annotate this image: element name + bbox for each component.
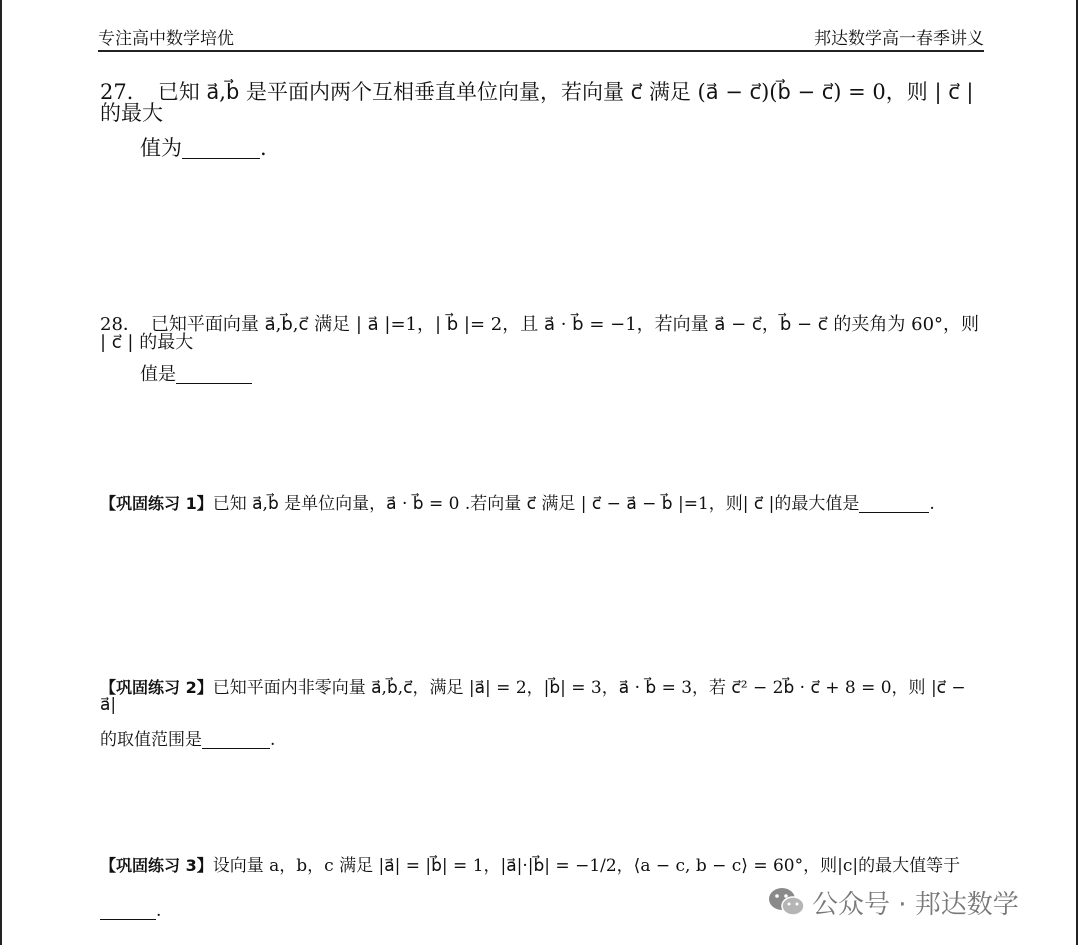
answer-blank [182, 142, 260, 159]
practice-2-line2 [100, 732, 984, 749]
practice-2-line1 [100, 680, 984, 714]
practice-2-text: 已知平面内非零向量 a⃗,b⃗,c⃗，满足 |a⃗| = 2，|b⃗| = 3，a⃗ · b⃗ = 3，若 c⃗² − 2b⃗ · c⃗ + 8 = 0，则 |c⃗ − a⃗| [100, 678, 966, 715]
answer-blank [859, 496, 929, 513]
header-left-title: 专注高中数学培优 [98, 28, 234, 49]
question-27-end: . [260, 136, 267, 160]
question-28-line1 [100, 316, 984, 352]
practice-2 [100, 680, 984, 749]
question-28 [100, 316, 984, 384]
practice-3-text: 设向量 a，b，c 满足 |a⃗| = |b⃗| = 1，|a⃗|·|b⃗| = −1/2，⟨a − c, b − c⟩ = 60°，则|c|的最大值等于 [212, 856, 961, 876]
practice-2-end: . [270, 730, 276, 750]
practice-3-end: . [156, 901, 162, 921]
wechat-watermark [768, 882, 1019, 922]
practice-3-tag: 【巩固练习 3】 [100, 856, 213, 875]
question-28-line2 [140, 366, 984, 384]
question-28-text-2: 值是 [140, 364, 176, 385]
question-28-text: 已知平面向量 a⃗,b⃗,c⃗ 满足 | a⃗ |=1，| b⃗ |= 2，且 a⃗ · b⃗ = −1，若向量 a⃗ − c⃗，b⃗ − c⃗ 的夹角为 60°，则 | c⃗ | 的最大 [100, 314, 980, 353]
practice-1-tag: 【巩固练习 1】 [100, 494, 213, 513]
practice-1-text: 已知 a⃗,b⃗ 是单位向量，a⃗ · b⃗ = 0 .若向量 c⃗ 满足 | c⃗ − a⃗ − b⃗ |=1，则| c⃗ |的最大值是 [212, 494, 860, 514]
header-right-title: 邦达数学高一春季讲义 [814, 28, 984, 49]
question-27-line2 [140, 138, 984, 159]
question-27-line1 [100, 82, 984, 124]
watermark-text: 公众号 · 邦达数学 [812, 889, 1019, 920]
question-28-number: 28． [100, 314, 141, 335]
practice-1-end: . [929, 494, 935, 514]
practice-2-tag: 【巩固练习 2】 [100, 678, 213, 697]
question-27-text-2: 值为 [140, 136, 182, 160]
practice-3-line1 [100, 858, 984, 875]
answer-blank [100, 903, 156, 920]
question-27-text: 已知 a⃗,b⃗ 是平面内两个互相垂直单位向量，若向量 c⃗ 满足 (a⃗ − c⃗)(b⃗ − c⃗) = 0，则 | c⃗ | 的最大 [100, 80, 974, 125]
question-27 [100, 82, 984, 159]
answer-blank [176, 367, 252, 384]
practice-1 [100, 496, 984, 513]
question-27-number: 27． [100, 80, 148, 104]
practice-2-text-2: 的取值范围是 [100, 730, 202, 750]
page-header [98, 22, 984, 52]
wechat-icon [768, 886, 806, 918]
answer-blank [202, 732, 270, 749]
